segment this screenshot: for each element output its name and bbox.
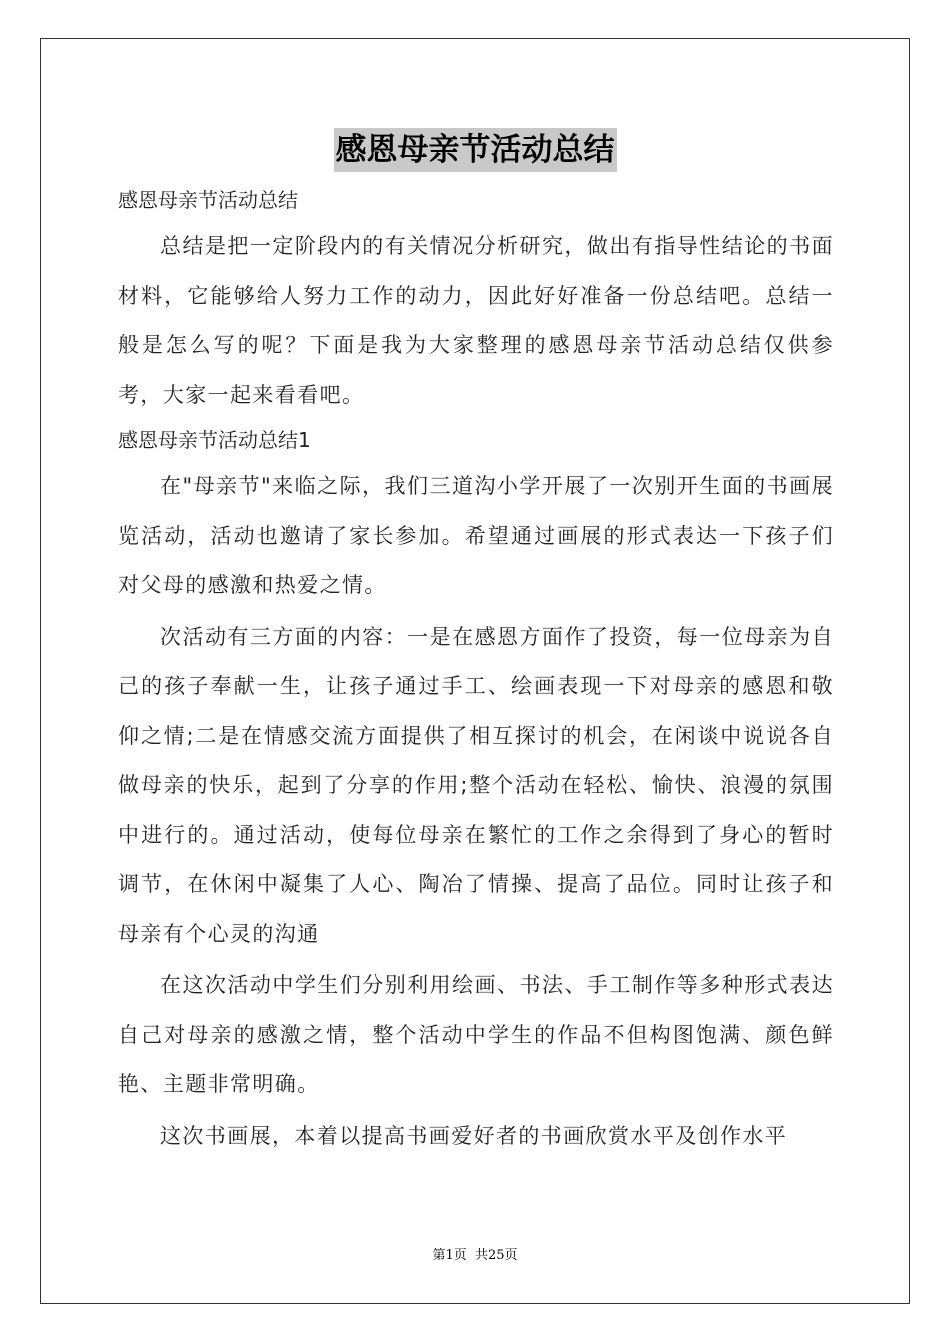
intro-paragraph: 总结是把一定阶段内的有关情况分析研究，做出有指导性结论的书面材料，它能够给人努力工作的动力，因此好好准备一份总结吧。总结一般是怎么写的呢？下面是我为大家整理的感恩母亲节活动总结仅供参考，大家一起来看看吧。 [118, 234, 834, 407]
body-paragraph-3: 在这次活动中学生们分别利用绘画、书法、手工制作等多种形式表达自己对母亲的感激之情，整个活动中学生的作品不但构图饱满、颜色鲜艳、主题非常明确。 [118, 973, 834, 1096]
document-subtitle: 感恩母亲节活动总结 [118, 188, 298, 212]
page-number: 第1页 [432, 1248, 467, 1263]
page-footer [0, 1244, 950, 1263]
body-paragraph-2: 次活动有三方面的内容：一是在感恩方面作了投资，每一位母亲为自己的孩子奉献一生，让孩子通过手工、绘画表现一下对母亲的感恩和敬仰之情;二是在情感交流方面提供了相互探讨的机会，在闲谈中说说各自做母亲的快乐，起到了分享的作用;整个活动在轻松、愉快、浪漫的氛围中进行的。通过活动，使每位母亲在繁忙的工作之余得到了身心的暂时调节，在休闲中凝集了人心、陶冶了情操、提高了品位。同时让孩子和母亲有个心灵的沟通 [118, 624, 834, 946]
body-paragraph-4: 这次书画展，本着以提高书画爱好者的书画欣赏水平及创作水平 [160, 1123, 788, 1148]
page-total: 共25页 [474, 1248, 518, 1263]
section-heading: 感恩母亲节活动总结1 [118, 428, 311, 452]
document-title: 感恩母亲节活动总结 [334, 128, 617, 172]
body-paragraph-1: 在"母亲节"来临之际，我们三道沟小学开展了一次别开生面的书画展览活动，活动也邀请了家长参加。希望通过画展的形式表达一下孩子们对父母的感激和热爱之情。 [118, 474, 834, 597]
document-body [118, 182, 834, 1163]
title-container [0, 128, 950, 172]
